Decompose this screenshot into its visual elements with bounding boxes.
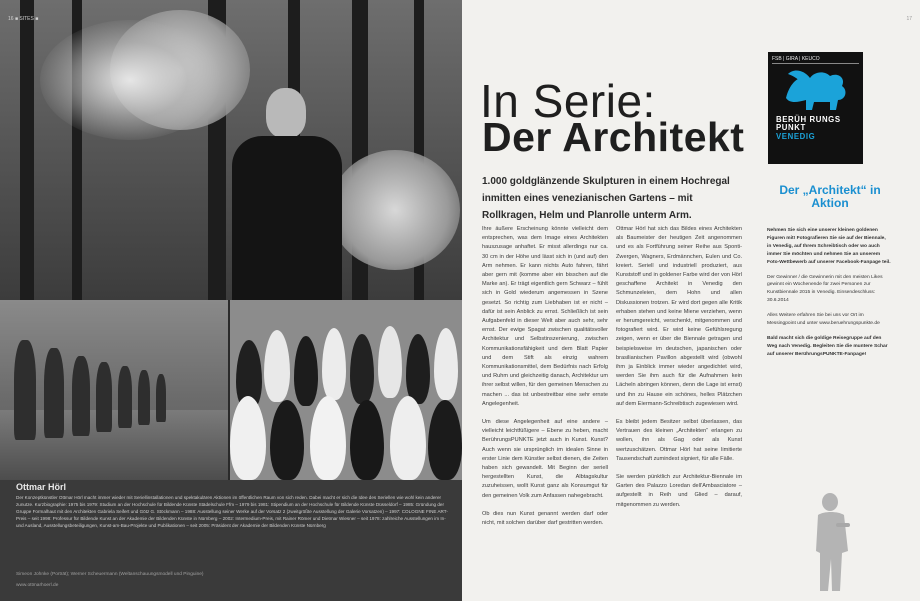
article-column-2 (616, 225, 742, 519)
page-number-right: 17 (906, 16, 912, 22)
portrait-photo (0, 0, 462, 300)
sidebar-paragraph: Der Gewinner / die Gewinnerin mit den meisten Likes gewinnt ein Wochenende für zwei Personen zur Kunstbiennale 2015 in Venedig. Einsendeschluss: 30.6.2014 (767, 274, 883, 304)
sidebar-body (767, 227, 891, 366)
sidebar-paragraph: Alles Weitere erfahren Sie bei uns vor Ort im Messingpoint und unter www.beruehrungspunkte.de (767, 313, 880, 327)
sculpture-row-photo (0, 300, 228, 480)
sidebar-title: Der „Architekt“ in Aktion (779, 183, 881, 210)
paragraph: Es bleibt jedem Besitzer selbst überlassen, das Vertrauen des kleinen „Architekten“ erlangen zu wollen, ihn als Gag oder als Kunst wertzuschätzen. Ottmar Hörl hat seine limitierte Tausendschaft zumindest signiert, für alle Fälle. (616, 419, 742, 462)
logo-wordmark: BERÜH RUNGS PUNKT VENEDIG (776, 116, 856, 141)
architect-figure-silhouette (812, 493, 852, 593)
logo-city: VENEDIG (776, 131, 816, 141)
paragraph: Ottmar Hörl hat sich das Bildes eines Architekten als Baumeister der heutigen Zeit angenommen und es als Fortführung seiner Reihe aus Sponti-Zwergen, Wagners, Erdmännchen, Eulen und Co. kreiert. Seriell und industriell produziert, aus Kunststoff und in goldener Farbe wird der von Hörl geschaffene Architekt in Venedig den Schmunzeleien, dem Hohn und allen Diskussionen trotzen. Er wird dort gegen alle Kritik erhaben stehen und keine Miene verziehen, wenn er herumgereicht, verschenkt, mitgenommen und fotografiert wird. Er wird keine Gefühlsregung zeigen, wenn er über die Biennale getragen und beispielsweise im deutschen, japanischen oder brasilianischen Pavillon abgestellt wird (obwohl ihm ja Einblick immer wieder angedichtet wird, werden Sie ihm auch für die Aufnahmen kein Lächeln abringen können, denn die Lage ist ernst) und ihn zu Hause ein schönes, helles Plätzchen auf dem Eiermann-Schreibtisch zugewiesen wird. (616, 226, 742, 407)
penguins-photo (230, 300, 462, 480)
article-column-1 (482, 225, 608, 537)
paragraph: Um diese Angelegenheit auf eine andere – vielleicht leichtfüßigere – Ebene zu heben, macht BerührungsPUNKTE jetzt auch in Kunst. Kunst? Auch wenn sie ursprünglich im idealen Sinne in erster Linie dem Künstler selbst dienen, die Zeiten haben sich gewandelt. Mit Beginn der seriell hergestellten Kunst, die Albtagskultur zuzuheissen, wollt Kunst ganz als Konsumgut für den gemeinen Volk zum Anfassen nahegebracht. (482, 419, 608, 499)
artist-website-link[interactable]: www.ottmarhoerl.de (16, 583, 59, 588)
blurred-hand (40, 20, 220, 140)
caption-title: Ottmar Hörl (16, 482, 67, 492)
sponsor-brands: FSB | GIRA | KEUCO (772, 56, 859, 64)
paragraph: Ob dies nun Kunst genannt werden darf oder nicht, mit solchen darüber darf gestritten werden. (482, 510, 608, 527)
winged-lion-icon (780, 68, 852, 114)
sidebar-intro: Nehmen Sie sich eine unserer kleinen goldenen Figuren mit! Fotografieren Sie sie auf der Biennale, in Venedig, auf Ihrem Schreibtisch oder wo auch immer Sie möchten und nehmen Sie an unserem Foto-Wettbewerb auf unserer Facebook-Fanpage teil. (767, 228, 891, 265)
beruehrungspunkt-logo (768, 52, 863, 164)
page-number-left: 16 ■ SITES ■ (8, 16, 39, 22)
sidebar-paragraph: Bald macht sich die goldige Reisegruppe auf den Weg nach Venedig. Begleiten Sie die muntere Schar auf unserer BerührungsPUNKTE-Fanpage! (767, 335, 888, 357)
man-figure (232, 88, 342, 300)
headline-line2: Der Architekt (482, 114, 745, 160)
paragraph: Ihre äußere Erscheinung könnte vielleicht dem entsprechen, was dem Image eines Architekten hauszusage anhaftet. Er misst allerdings nur ca. 30 cm in der Höhe und lässt sich in (und auf) den Arm nehmen. Er kann nichts Auto fahren, fährt aber gern mit (komme aber ein bisschen auf die Marke an). Er trägt eigentlich gern Schwarz – fühlt sich in Gold wiederum angemessen in Szene gesetzt. So richtig zum Liebhaben ist er nicht – dafür ist sein Anblick zu ernst. Schließlich ist sein Aufgabenfeld in dieser Welt aber auch sehr, sehr ernst. Der ewige Spagat zwischen qualitätsvoller Architektur und Selbstinszenierung, zwischen Kommunikationsfähigkeit und dem Blatt Papier und dem Stift als einzig wahrem Kommunikationsmittel, dem Bedürfnis nach Erfolg und Ruhm und gleichzeitig danach, Architektur um ihrer selbst willen, für den gemeinen Menschen zu machen ... das ist unbestreitbar eine sehr ernste Angelegenheit. (482, 226, 608, 407)
paragraph: Sie werden pünktlich zur Architektur-Biennale im Garten des Palazzo Loredan dell'Ambasciatore – aufgestellt in Reih und Glied – darauf, mitgenommen zu werden. (616, 474, 742, 508)
lead-paragraph: 1.000 goldglänzende Skulpturen in einem Hochregal inmitten eines venezianischen Gartens – mit Rollkragen, Helm und Planrolle unterm Arm. (482, 176, 730, 221)
caption-body: Der Konzeptkünstler Ottmar Hörl macht immer wieder mit Seriellinstallationen und spektakulären Aktionen im öffentlichen Raum von sich reden. Dabei macht er sich die Idee des Seriellen wie wohl kein anderer zunutze. Kurzbiographie: 1975 bis 1979: Studium an der Hochschule für Bildende Künste Städelschule Ffm – 1979 bis 1981: Stipendium an der Hochschule für Bildende Künste Düsseldorf – 1985: Gründung der Gruppe Formalhaut mit den Architekten Gabriela Seifert und Götz G. Stöckmann – 1988: Ausstellung seiner Werke auf der Vorsatz 2 (zweitgrößte Ausstellung der Galerie Vorsatzen) – 1997: COLOGNE FINE ART-Preis – seit 1998: Professur für Bildende Kunst an der Akademie der Bildenden Künste in Nürnberg – 2002: Intermedium-Preis, mit Rainer Römer und Dietmar Wiesner – seit 1978: zahlreiche Ausstellungen im In- und Ausland, Ausstellungsbeteiligungen, Kunst-am-Bau-Projekte und Publikationen – seit 2005: Präsident der Akademie der Bildenden Künste Nürnberg (16, 495, 448, 529)
headline-line1: In Serie: (480, 75, 656, 127)
photo-credit: Simeon Johnke (Porträt); Werner Scheuermann (Weltanschauungsmodell und Pinguine) (16, 572, 204, 577)
